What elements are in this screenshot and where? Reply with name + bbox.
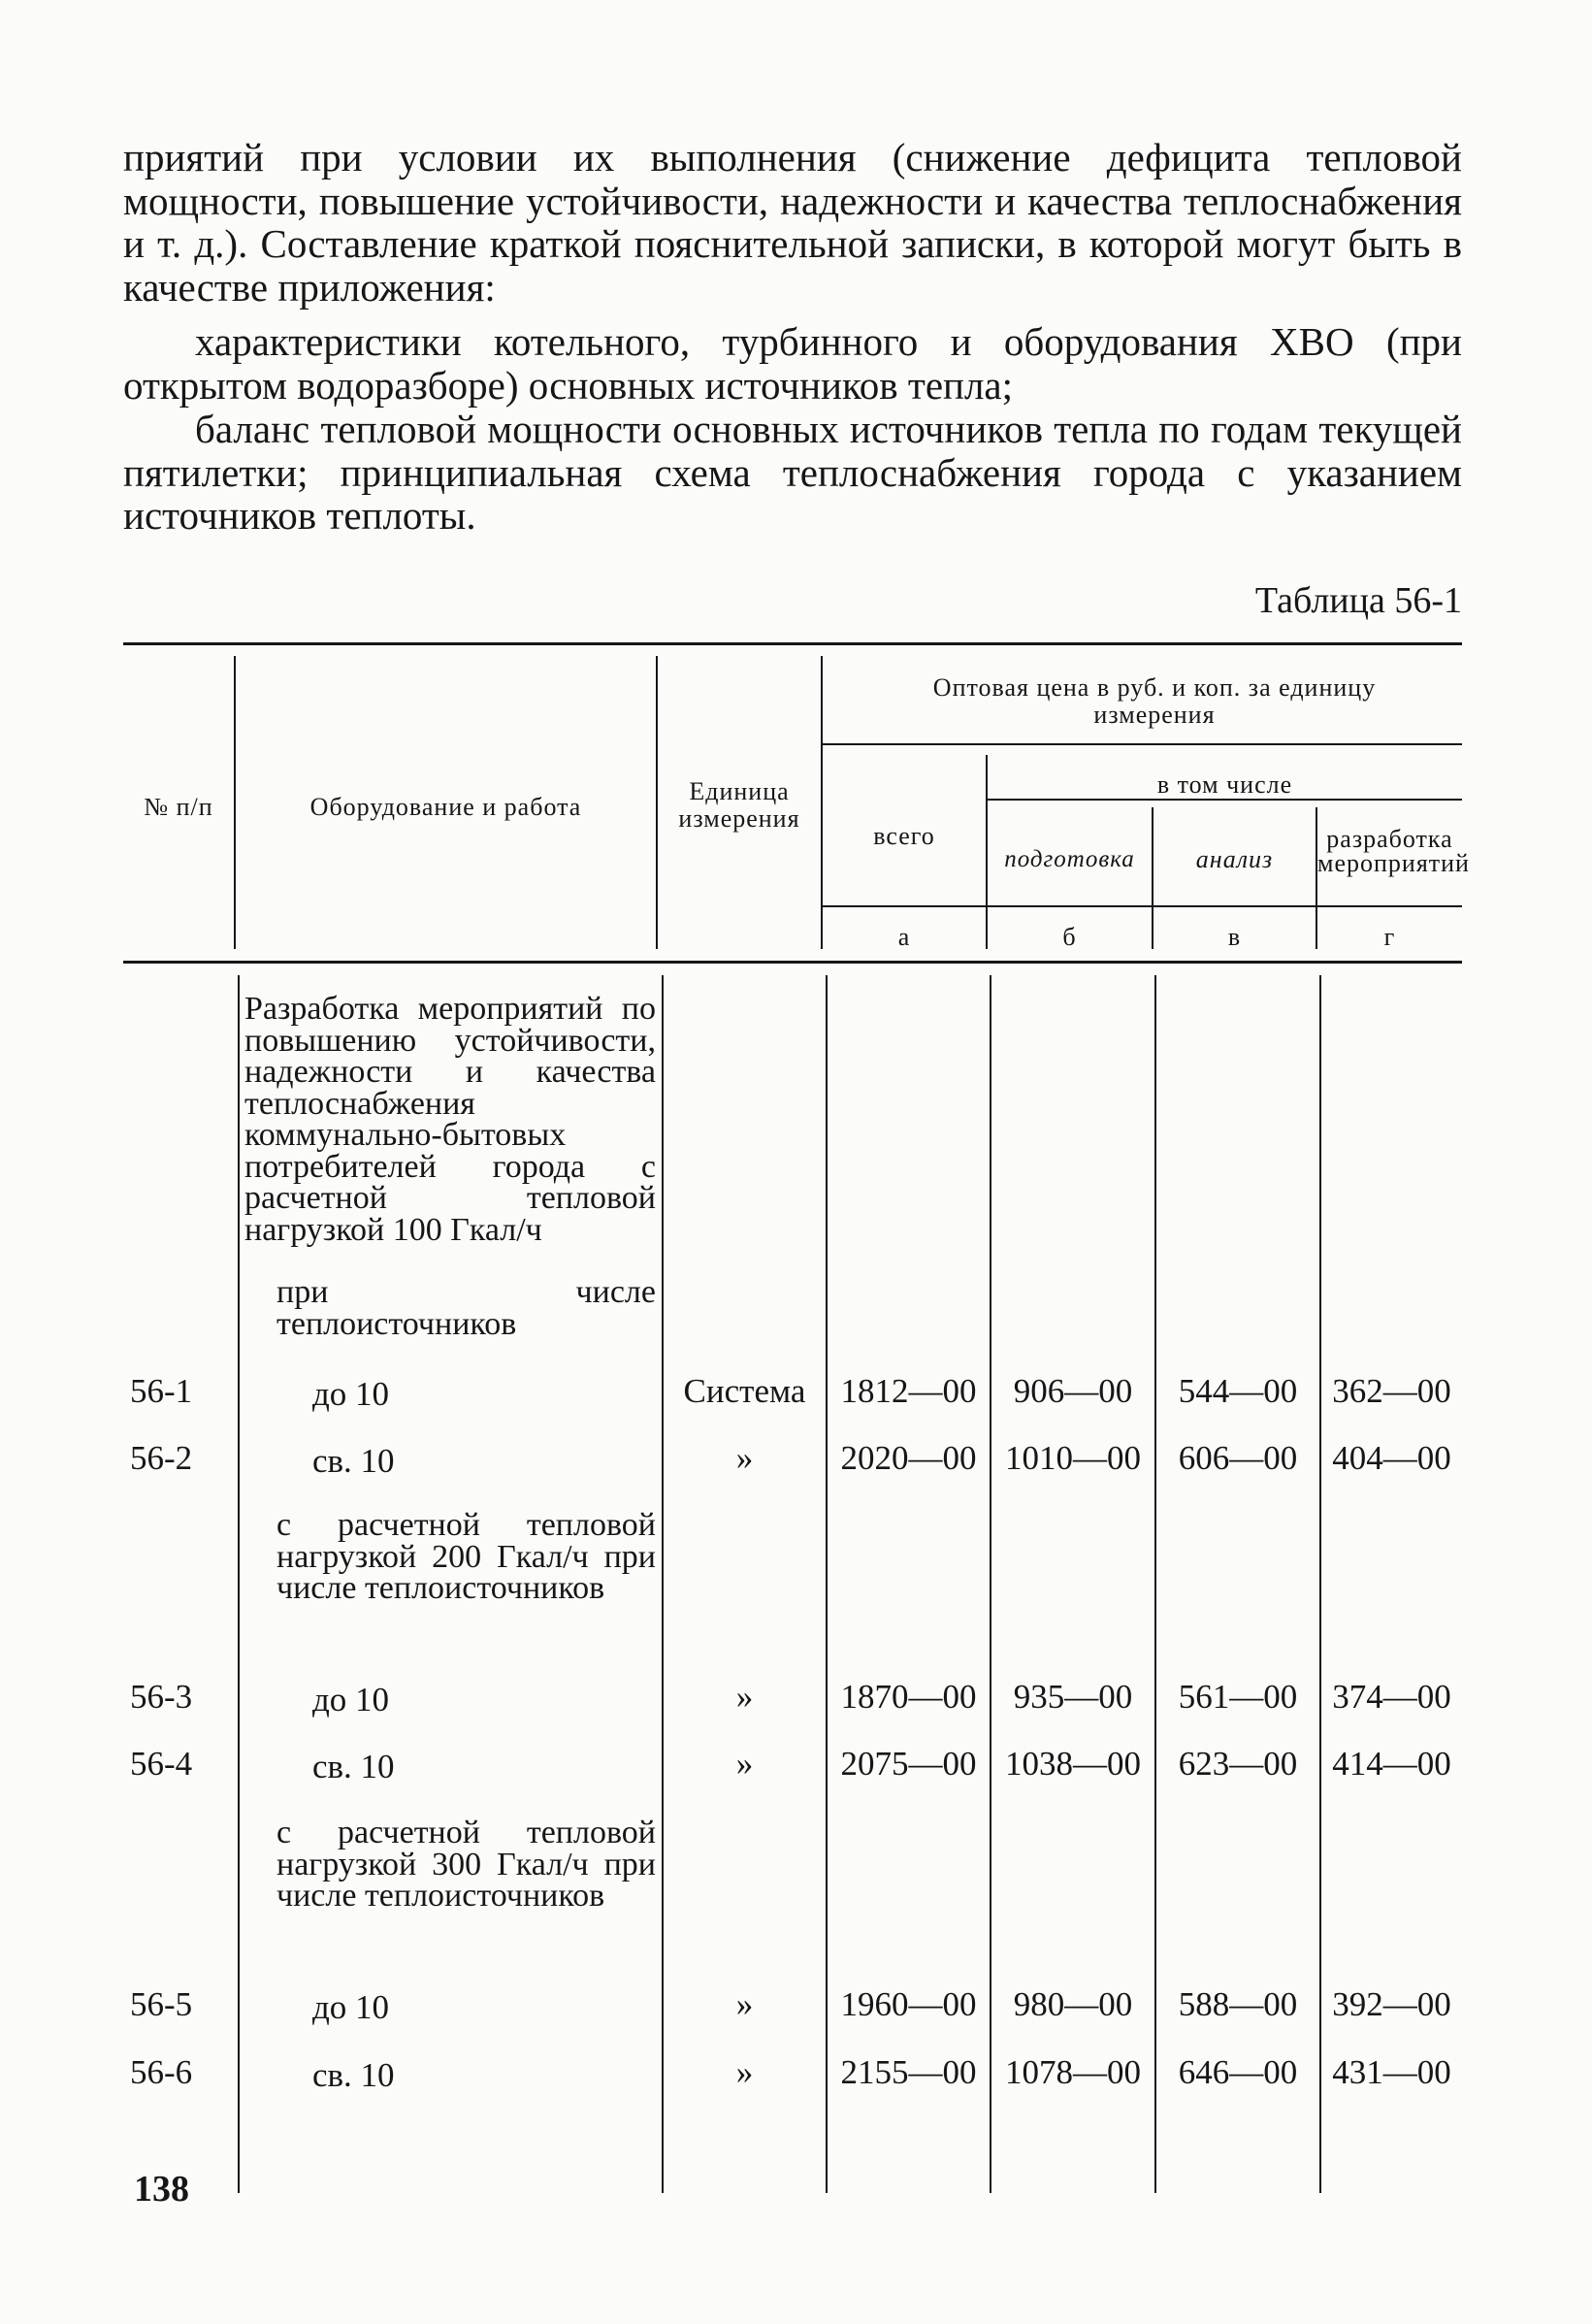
- row6-num: 56-6: [130, 2053, 193, 2091]
- row6-name: св. 10: [312, 2056, 395, 2094]
- row2-num: 56-2: [130, 1439, 193, 1477]
- row4-unit: »: [735, 1745, 754, 1783]
- header-num: № п/п: [144, 793, 213, 821]
- row3-total: 1870—00: [840, 1678, 977, 1716]
- header-prep: подготовка: [1004, 846, 1135, 872]
- row4-name: св. 10: [312, 1748, 395, 1785]
- header-letter-a: а: [897, 923, 911, 951]
- row2-unit: »: [735, 1439, 754, 1477]
- row1-analysis: 544—00: [1178, 1372, 1298, 1410]
- header-col-divider-3: [821, 656, 823, 949]
- letters-rule: [822, 905, 1462, 907]
- row4-total: 2075—00: [840, 1745, 977, 1783]
- group1-subtitle: при числе теплоисточников: [276, 1274, 656, 1342]
- row5-name: до 10: [312, 1988, 390, 2026]
- row1-develop: 362—00: [1332, 1372, 1451, 1410]
- row1-name: до 10: [312, 1375, 390, 1413]
- row4-develop: 414—00: [1332, 1745, 1451, 1783]
- row5-unit: »: [735, 1985, 754, 2023]
- row1-prep: 906—00: [1013, 1372, 1133, 1410]
- row6-unit: »: [735, 2053, 754, 2091]
- group3-title: с расчетной тепловой нагрузкой 300 Гкал/ч при числе теплоисточников: [276, 1815, 656, 1914]
- row4-prep: 1038—00: [1005, 1745, 1141, 1783]
- row5-prep: 980—00: [1013, 1985, 1133, 2023]
- row2-total: 2020—00: [840, 1439, 977, 1477]
- row1-num: 56-1: [130, 1372, 193, 1410]
- header-letter-d: г: [1383, 923, 1396, 951]
- row6-total: 2155—00: [840, 2053, 977, 2091]
- header-develop: разработка мероприятий: [1317, 825, 1470, 877]
- header-incl: в том числе: [1156, 770, 1293, 799]
- row2-analysis: 606—00: [1178, 1439, 1298, 1477]
- row5-num: 56-5: [130, 1985, 193, 2023]
- header-analysis: анализ: [1195, 845, 1274, 873]
- row5-total: 1960—00: [840, 1985, 977, 2023]
- table-top-rule: [123, 642, 1462, 645]
- row5-analysis: 588—00: [1178, 1985, 1298, 2023]
- price-header-rule: [822, 743, 1462, 745]
- body-col-divider-1: [238, 975, 240, 2193]
- row4-num: 56-4: [130, 1745, 193, 1783]
- row3-prep: 935—00: [1013, 1678, 1133, 1716]
- header-unit: Единица измерения: [678, 777, 800, 833]
- row3-name: до 10: [312, 1681, 390, 1718]
- row6-develop: 431—00: [1332, 2053, 1451, 2091]
- row5-develop: 392—00: [1332, 1985, 1451, 2023]
- row6-analysis: 646—00: [1178, 2053, 1298, 2091]
- row3-develop: 374—00: [1332, 1678, 1451, 1716]
- row1-total: 1812—00: [840, 1372, 977, 1410]
- intro-paragraph-3: баланс тепловой мощности основных источников тепла по годам текущей пятилетки; принципиальная схема теплоснабжения города с указанием источников теплоты.: [123, 407, 1462, 538]
- row2-develop: 404—00: [1332, 1439, 1451, 1477]
- header-total: всего: [873, 822, 935, 850]
- table-caption: Таблица 56-1: [1254, 580, 1462, 621]
- header-letter-c: в: [1227, 923, 1242, 951]
- header-bottom-rule: [123, 961, 1462, 964]
- group2-title: с расчетной тепловой нагрузкой 200 Гкал/ч при числе теплоисточников: [276, 1507, 656, 1606]
- row6-prep: 1078—00: [1005, 2053, 1141, 2091]
- row4-analysis: 623—00: [1178, 1745, 1298, 1783]
- row3-analysis: 561—00: [1178, 1678, 1298, 1716]
- row1-unit: Система: [683, 1372, 806, 1410]
- row3-unit: »: [735, 1678, 754, 1716]
- row2-prep: 1010—00: [1005, 1439, 1141, 1477]
- header-work: Оборудование и работа: [309, 793, 582, 821]
- group1-title: Разработка мероприятий по повышению устойчивости, надежности и качества теплоснабжения коммунально-бытовых потребителей города с расчетной тепловой нагрузкой 100 Гкал/ч: [244, 991, 656, 1248]
- intro-paragraph-2: характеристики котельного, турбинного и оборудования ХВО (при открытом водоразборе) основных источников тепла;: [123, 319, 1462, 408]
- incl-header-rule: [987, 799, 1462, 801]
- row3-num: 56-3: [130, 1678, 193, 1716]
- intro-paragraph-1: приятий при условии их выполнения (снижение дефицита тепловой мощности, повышение устойчивости, надежности и качества теплоснабжения и т. д.). Составление краткой пояснительной записки, в которой могут быть в качестве приложения:: [123, 135, 1462, 310]
- page-number: 138: [134, 2169, 189, 2209]
- header-price: Оптовая цена в руб. и коп. за единицу измерения: [932, 673, 1377, 729]
- header-letter-b: б: [1062, 923, 1077, 951]
- row2-name: св. 10: [312, 1442, 395, 1480]
